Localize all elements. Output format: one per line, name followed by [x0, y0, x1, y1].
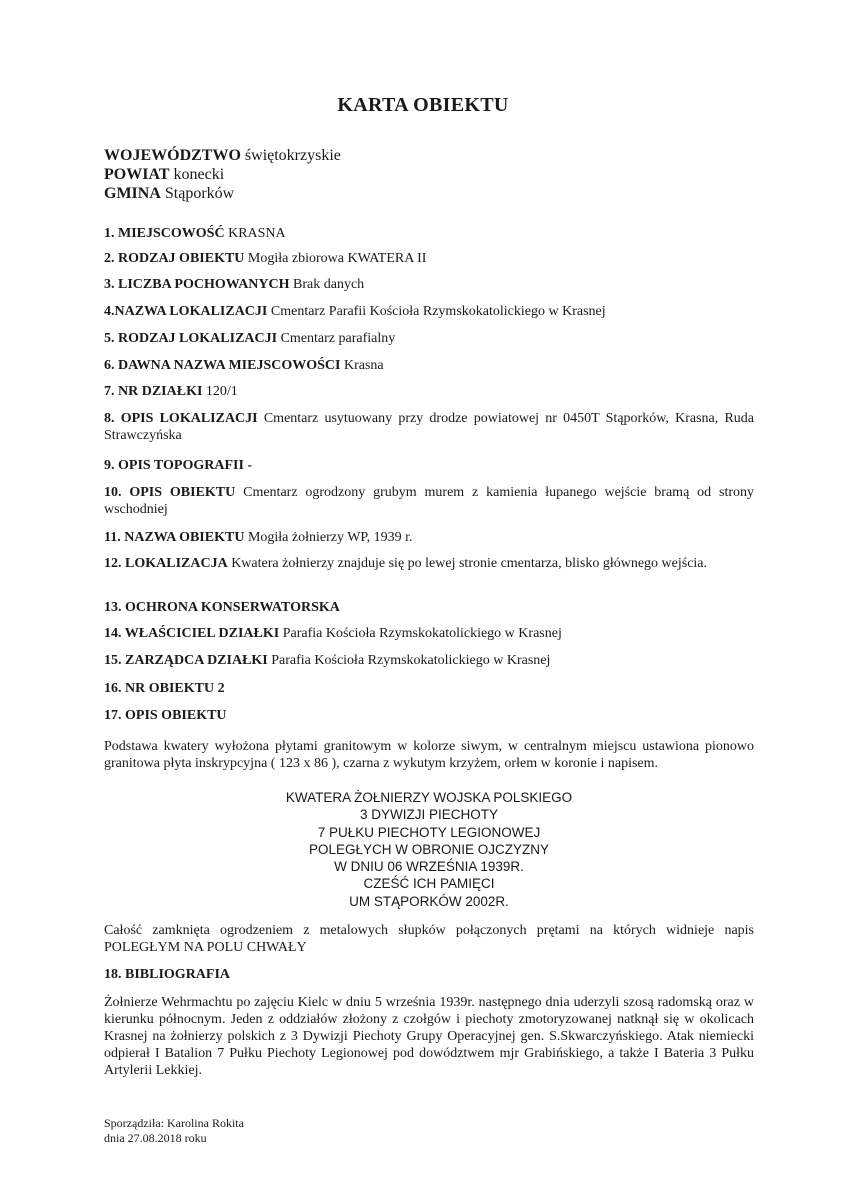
- gmina-line: [104, 184, 341, 203]
- inscription-block: [104, 789, 754, 910]
- item-liczba-pochowanych: [104, 276, 754, 293]
- item-label: 13. OCHRONA KONSERWATORSKA: [104, 600, 340, 615]
- item-label: 6. DAWNA NAZWA MIEJSCOWOŚCI: [104, 358, 341, 373]
- item-value: Mogiła żołnierzy WP, 1939 r.: [247, 530, 413, 545]
- item-value: Cmentarz ogrodzony grubym murem z kamienia łupanego wejście bramą od strony wschodniej: [104, 485, 754, 517]
- wojewodztwo-value: świętokrzyskie: [244, 147, 341, 164]
- item-value: Cmentarz usytuowany przy drodze powiatowej nr 0450T Stąporków, Krasna, Ruda Strawczyńska: [104, 411, 755, 443]
- wojewodztwo-line: [104, 146, 341, 165]
- footer-author: Sporządziła: Karolina Rokita: [104, 1116, 244, 1130]
- item-value: Cmentarz parafialny: [280, 331, 396, 346]
- item-value: Cmentarz Parafii Kościoła Rzymskokatolickiego w Krasnej: [270, 304, 606, 319]
- powiat-value: konecki: [173, 166, 225, 183]
- item-label: 2. RODZAJ OBIEKTU: [104, 251, 245, 266]
- inscription-line: W DNIU 06 WRZEŚNIA 1939R.: [334, 859, 524, 875]
- item-value: 120/1: [205, 384, 238, 399]
- item-value: Parafia Kościoła Rzymskokatolickiego w Krasnej: [271, 653, 551, 668]
- item-value: Parafia Kościoła Rzymskokatolickiego w Krasnej: [282, 626, 562, 641]
- item-wlasciciel: [104, 625, 754, 642]
- item-zarzadca: [104, 652, 754, 669]
- footer-date: dnia 27.08.2018 roku: [104, 1131, 207, 1145]
- item-opis-obiektu: [104, 484, 754, 518]
- item-nazwa-obiektu: [104, 529, 754, 546]
- item-label: 5. RODZAJ LOKALIZACJI: [104, 331, 278, 346]
- inscription-line: 3 DYWIZJI PIECHOTY: [359, 807, 498, 823]
- powiat-label: POWIAT: [104, 166, 170, 183]
- item-ochrona-konserwatorska: [104, 599, 754, 616]
- item-label: 8. OPIS LOKALIZACJI: [104, 411, 258, 426]
- item-label: 3. LICZBA POCHOWANYCH: [104, 277, 290, 292]
- item-label: 14. WŁAŚCICIEL DZIAŁKI: [104, 626, 280, 641]
- admin-block: [104, 146, 341, 203]
- item-rodzaj-obiektu: [104, 250, 754, 267]
- item-bibliografia: [104, 966, 754, 983]
- item-label: 1. MIEJSCOWOŚĆ: [104, 226, 225, 241]
- item-label: 15. ZARZĄDCA DZIAŁKI: [104, 653, 268, 668]
- item-opis-lokalizacji: [104, 410, 754, 444]
- powiat-line: [104, 165, 341, 184]
- item-value: Kwatera żołnierzy znajduje się po lewej stronie cmentarza, blisko głównego wejścia.: [231, 556, 708, 571]
- item-value: Krasna: [343, 358, 384, 373]
- item-nazwa-lokalizacji: [104, 303, 754, 320]
- inscription-line: KWATERA ŻOŁNIERZY WOJSKA POLSKIEGO: [285, 790, 573, 805]
- item-rodzaj-lokalizacji: [104, 330, 754, 347]
- item-label: 16. NR OBIEKTU 2: [104, 681, 225, 696]
- gmina-value: Stąporków: [164, 185, 235, 202]
- item-label: 9. OPIS TOPOGRAFII -: [104, 458, 253, 473]
- item-value: Brak danych: [293, 277, 365, 292]
- item-dawna-nazwa: [104, 357, 754, 374]
- item-opis-topografii: [104, 457, 754, 474]
- item-opis-obiektu-17: [104, 707, 754, 724]
- document-title: KARTA OBIEKTU: [337, 94, 509, 116]
- wojewodztwo-label: WOJEWÓDZTWO: [104, 147, 241, 164]
- item-label: 7. NR DZIAŁKI: [104, 384, 203, 399]
- item-nr-obiektu: [104, 680, 754, 697]
- fence-paragraph: Całość zamknięta ogrodzeniem z metalowych słupków połączonych prętami na których widnieje napis POLEGŁYM NA POLU CHWAŁY: [104, 923, 754, 955]
- inscription-line: CZEŚĆ ICH PAMIĘCI: [363, 876, 495, 892]
- footer: [104, 1116, 244, 1146]
- inscription-line: UM STĄPORKÓW 2002R.: [349, 893, 509, 909]
- item-value: Mogiła zbiorowa KWATERA II: [247, 251, 427, 266]
- bibliografia-label: 18. BIBLIOGRAFIA: [104, 967, 231, 982]
- item-miejscowosc: [104, 225, 754, 242]
- item-label: 12. LOKALIZACJA: [104, 556, 228, 571]
- gmina-label: GMINA: [104, 185, 161, 202]
- item-label: 10. OPIS OBIEKTU: [104, 485, 236, 500]
- item-label: 11. NAZWA OBIEKTU: [104, 530, 245, 545]
- opis-paragraph: Podstawa kwatery wyłożona płytami granitowym w kolorze siwym, w centralnym miejscu ustawiona pionowo granitowa płyta inskrypcyjna ( 123 x 86 ), czarna z wykutym krzyżem, orłem w koronie i napisem.: [104, 739, 754, 771]
- inscription-line: 7 PUŁKU PIECHOTY LEGIONOWEJ: [317, 824, 541, 840]
- item-label: 4.NAZWA LOKALIZACJI: [104, 304, 268, 319]
- item-value: KRASNA: [228, 226, 286, 241]
- item-nr-dzialki: [104, 383, 754, 400]
- bibliografia-text: Żołnierze Wehrmachtu po zajęciu Kielc w dniu 5 września 1939r. następnego dnia uderzyli szosą radomską oraz w kierunku północnym. Jeden z oddziałów złożony z czołgów i piechoty zmotoryzowanej natknął się w okolicach Krasnej na żołnierzy polskich z 3 Dywizji Piechoty Grupy Operacyjnej gen. S.Skwarczyńskiego. Atak niemiecki odpierał I Batalion 7 Pułku Piechoty Legionowej pod dowództwem mjr Grabińskiego, a także I Bateria 3 Pułku Artylerii Lekkiej.: [104, 995, 754, 1078]
- item-lokalizacja: [104, 555, 754, 572]
- item-label: 17. OPIS OBIEKTU: [104, 708, 227, 723]
- inscription-line: POLEGŁYCH W OBRONIE OJCZYZNY: [308, 841, 550, 857]
